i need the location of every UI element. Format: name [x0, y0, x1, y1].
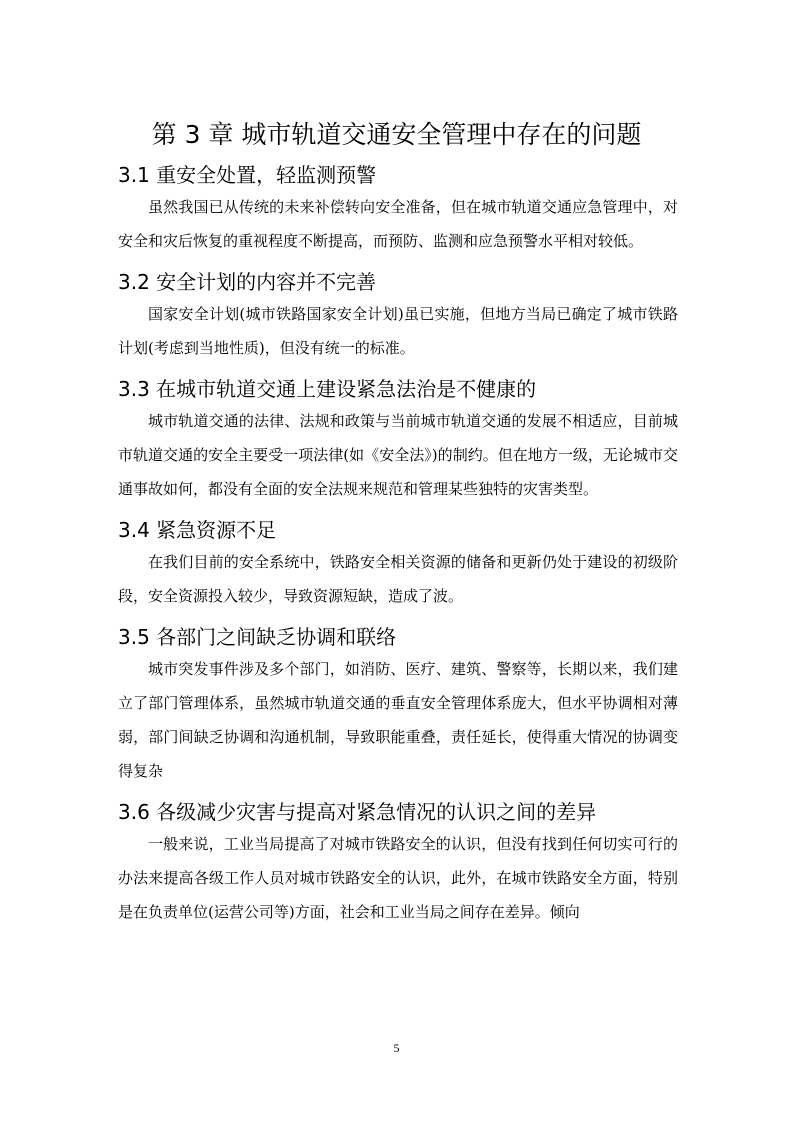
section-paragraph: 一般来说，工业当局提高了对城市铁路安全的认识，但没有找到任何切实可行的办法来提高各级工作人员对城市铁路安全的认识，此外，在城市铁路安全方面，特别是在负责单位(运营公司等)方面，社会和工业当局之间存在差异。倾向 — [118, 835, 678, 921]
section-heading: 3.2 安全计划的内容并不完善 — [118, 270, 377, 294]
section-paragraph: 虽然我国已从传统的未来补偿转向安全准备，但在城市轨道交通应急管理中，对安全和灾后恢复的重视程度不断提高，而预防、监测和应急预警水平相对较低。 — [118, 198, 678, 250]
section-3-2 — [118, 267, 678, 365]
section-heading: 3.1 重安全处置，轻监测预警 — [118, 163, 377, 187]
section-heading: 3.6 各级减少灾害与提高对紧急情况的认识之间的差异 — [118, 800, 597, 824]
section-3-1 — [118, 160, 678, 258]
section-paragraph: 在我们目前的安全系统中，铁路安全相关资源的储备和更新仍处于建设的初级阶段，安全资源投入较少，导致资源短缺，造成了波。 — [118, 553, 678, 605]
section-paragraph: 国家安全计划(城市铁路国家安全计划)虽已实施，但地方当局已确定了城市铁路计划(考虑到当地性质)，但没有统一的标准。 — [118, 305, 678, 357]
section-heading: 3.3 在城市轨道交通上建设紧急法治是不健康的 — [118, 377, 537, 401]
section-paragraph: 城市轨道交通的法律、法规和政策与当前城市轨道交通的发展不相适应，目前城市轨道交通的安全主要受一项法律(如《安全法》)的制约。但在地方一级，无论城市交通事故如何，都没有全面的安全法规来规范和管理某些独特的灾害类型。 — [118, 412, 678, 498]
section-3-5 — [118, 622, 678, 788]
section-heading: 3.5 各部门之间缺乏协调和联络 — [118, 625, 397, 649]
section-3-6 — [118, 797, 678, 929]
section-paragraph: 城市突发事件涉及多个部门，如消防、医疗、建筑、警察等，长期以来，我们建立了部门管理体系，虽然城市轨道交通的垂直安全管理体系庞大，但水平协调相对薄弱，部门间缺乏协调和沟通机制，导致职能重叠，责任延长，使得重大情况的协调变得复杂 — [118, 660, 678, 780]
section-3-3 — [118, 374, 678, 506]
chapter-title: 第 3 章 城市轨道交通安全管理中存在的问题 — [151, 120, 642, 149]
section-heading: 3.4 紧急资源不足 — [118, 518, 277, 542]
page-number: 5 — [393, 1041, 400, 1055]
document-body — [118, 160, 678, 938]
section-3-4 — [118, 515, 678, 613]
